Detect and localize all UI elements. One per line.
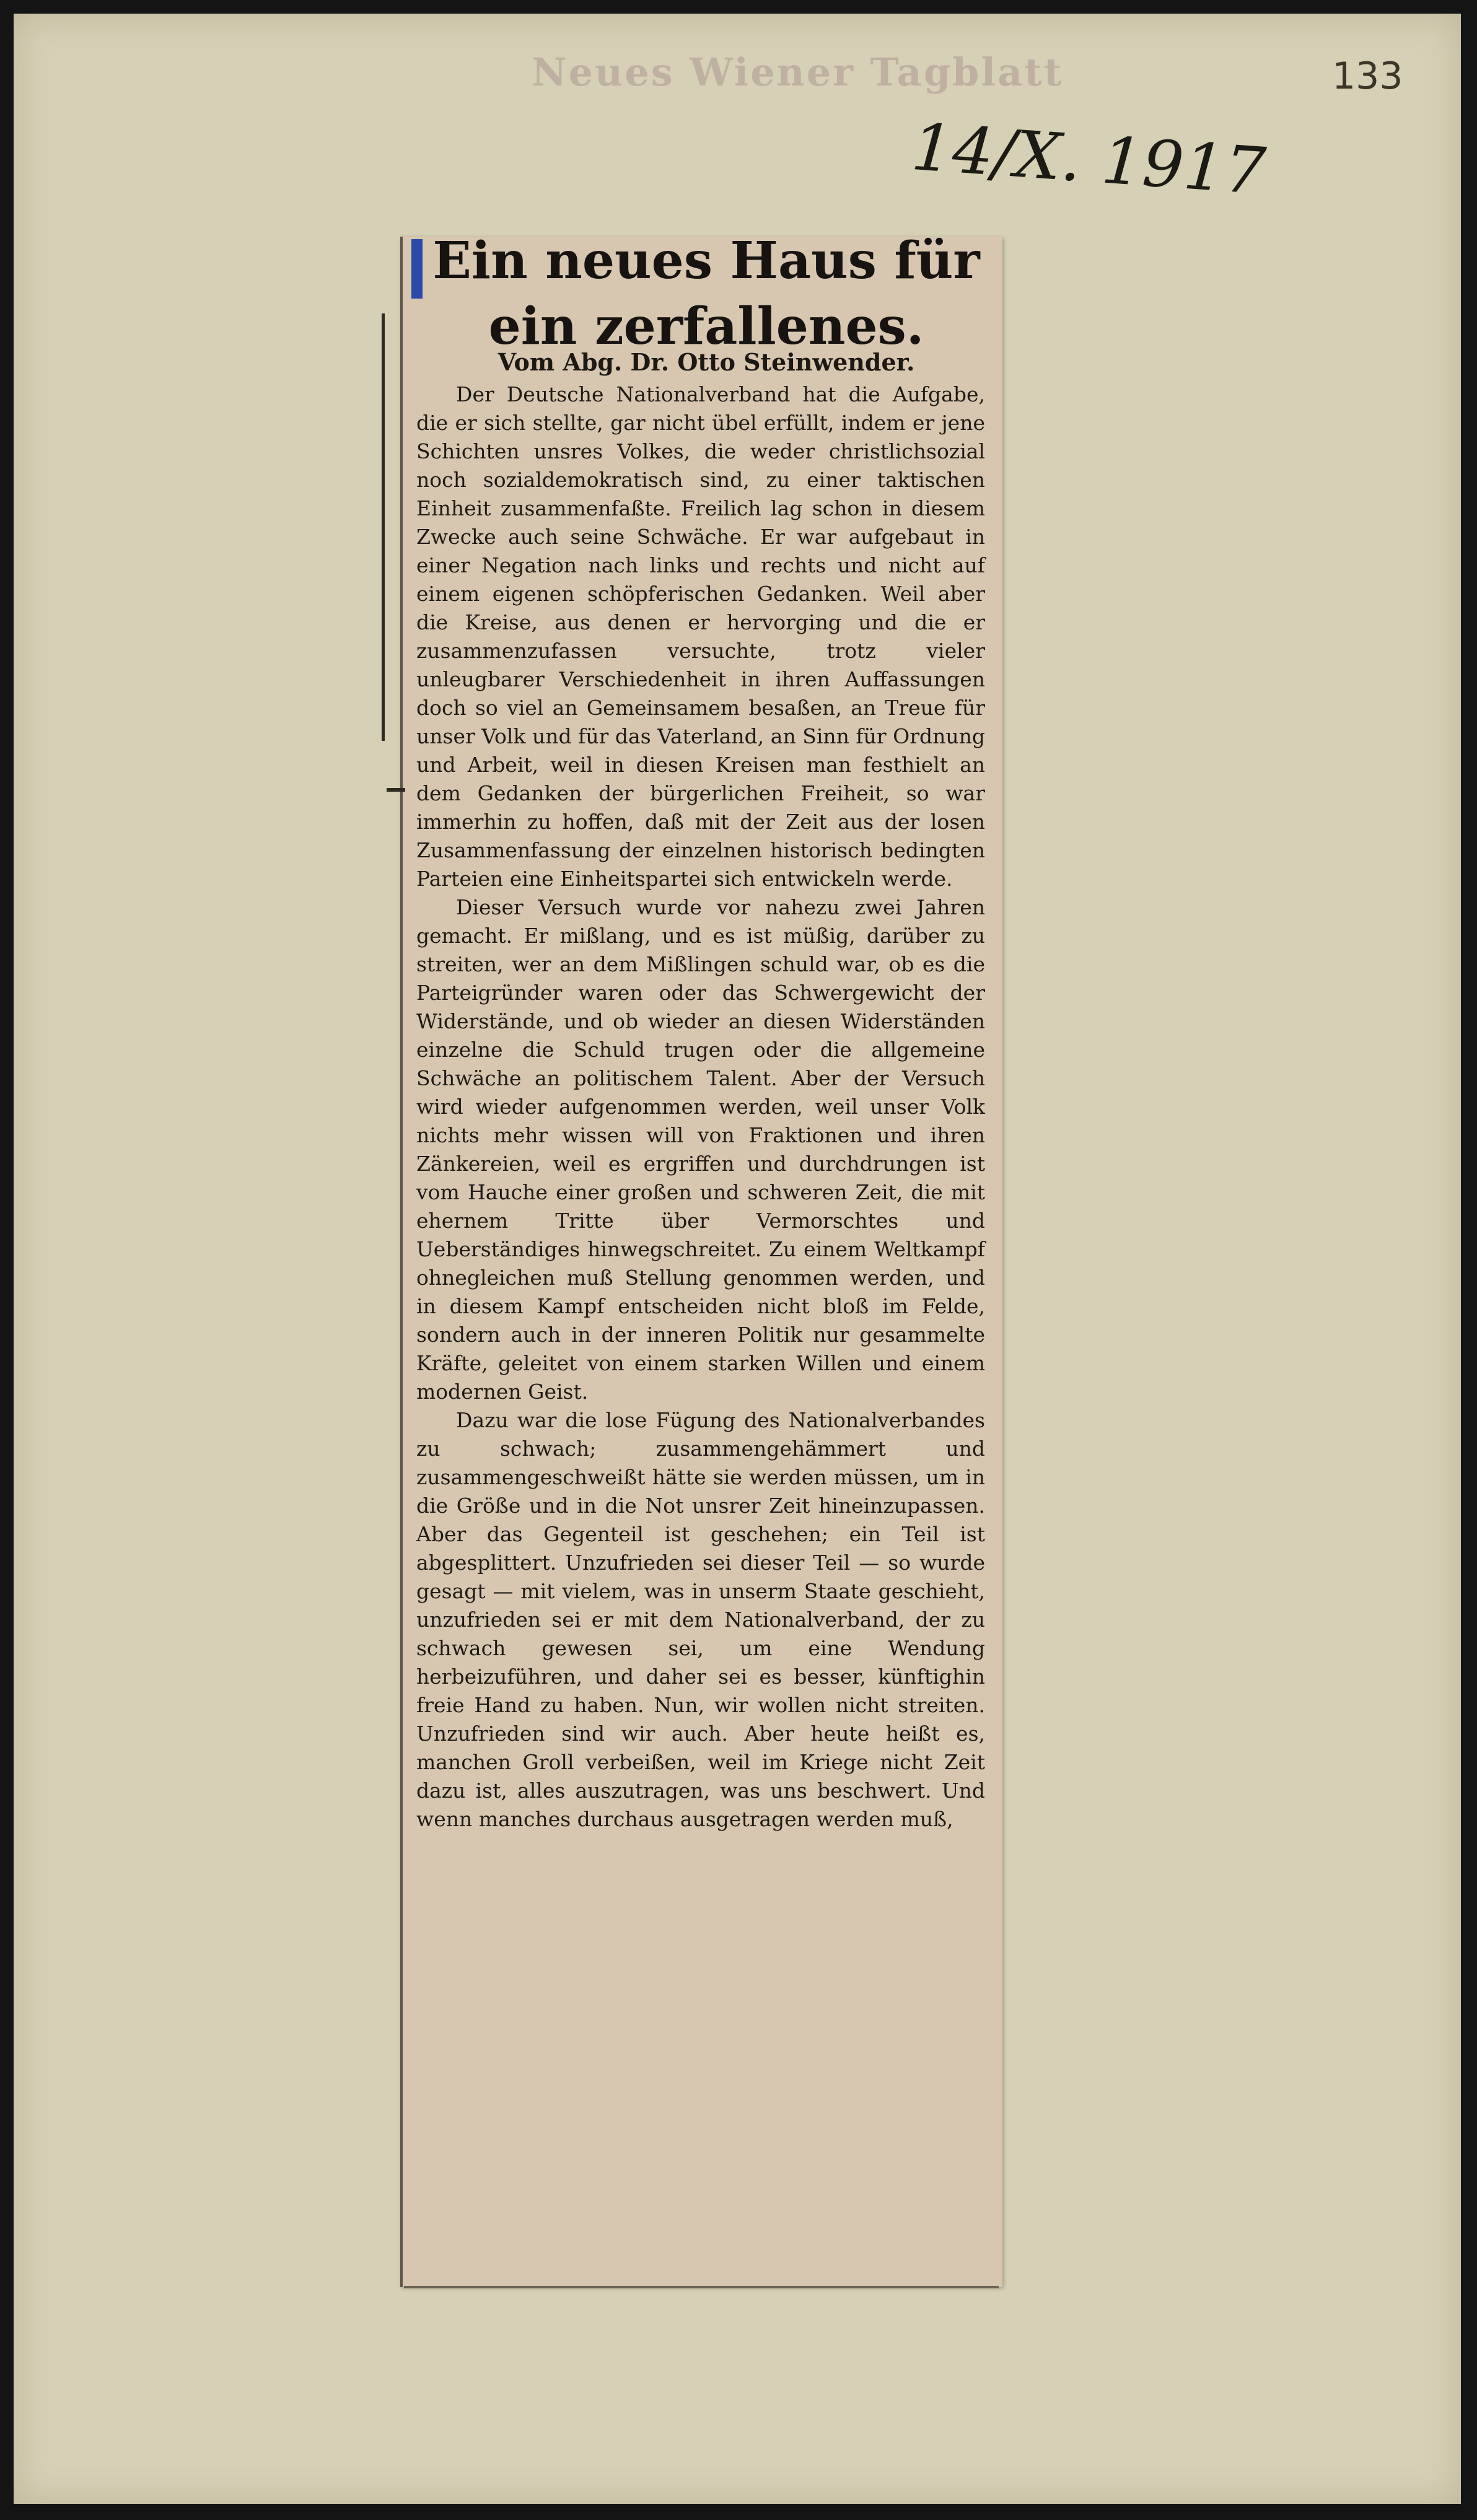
article-body (416, 380, 985, 1834)
newspaper-stamp: Neues Wiener Tagblatt (532, 50, 1064, 95)
article-paragraph: Dazu war die lose Fügung des Nationalverbandes zu schwach; zusammengehämmert und zusammengeschweißt hätte sie werden müssen, um in die Größe und in die Not unsrer Zeit hineinzupassen. Aber das Gegenteil ist geschehen; ein Teil ist abgesplittert. Unzufrieden sei dieser Teil — so wurde gesagt — mit vielem, was in unserm Staate geschieht, unzufrieden sei er mit dem Nationalverband, der zu schwach gewesen sei, um eine Wendung herbeizuführen, und daher sei es besser, künftighin freie Hand zu haben. Nun, wir wollen nicht streiten. Unzufrieden sind wir auch. Aber heute heißt es, manchen Groll verbeißen, weil im Kriege nicht Zeit dazu ist, alles auszutragen, was uns beschwert. Und wenn manches durchaus ausgetragen werden muß, (416, 1408, 985, 1831)
article-byline: Vom Abg. Dr. Otto Steinwender. (497, 348, 915, 376)
margin-tick (387, 788, 405, 792)
article-paragraph: Dieser Versuch wurde vor nahezu zwei Jahren gemacht. Er mißlang, und es ist müßig, darüber zu streiten, wer an dem Mißlingen schuld war, ob es die Parteigründer waren oder das Schwergewicht der Widerstände, und ob wieder an diesen Widerständen einzelne die Schuld trugen oder die allgemeine Schwäche an politischem Talent. Aber der Versuch wird wieder aufgenommen werden, weil unser Volk nichts mehr wissen will von Fraktionen und ihren Zänkereien, weil es ergriffen und durchdrungen ist vom Hauche einer großen und schweren Zeit, die mit ehernem Tritte über Vermorschtes und Ueberständiges hinwegschreitet. Zu einem Weltkampf ohnegleichen muß Stellung genommen werden, und in diesem Kampf entscheiden nicht bloß im Felde, sondern auch in der inneren Politik nur gesammelte Kräfte, geleitet von einem starken Willen und einem modernen Geist. (416, 895, 985, 1404)
article-headline: Ein neues Haus für ein zerfallenes. (432, 231, 980, 356)
margin-rule (382, 313, 385, 741)
clipping-bottom-edge (404, 2286, 999, 2288)
handwritten-date: 14/X. 1917 (909, 109, 1268, 209)
folio-number: 133 (1332, 55, 1403, 98)
article-paragraph: Der Deutsche Nationalverband hat die Aufgabe, die er sich stellte, gar nicht übel erfüllt, indem er jene Schichten unsres Volkes, die weder christlichsozial noch sozialdemokratisch sind, zu einer taktischen Einheit zusammenfaßte. Freilich lag schon in diesem Zwecke auch seine Schwäche. Er war aufgebaut in einer Negation nach links und rechts und nicht auf einem eigenen schöpferischen Gedanken. Weil aber die Kreise, aus denen er hervorging und die er zusammenzufassen versuchte, trotz vieler unleugbarer Verschiedenheit in ihren Auffassungen doch so viel an Gemeinsamem besaßen, an Treue für unser Volk und für das Vaterland, an Sinn für Ordnung und Arbeit, weil in diesen Kreisen man festhielt an dem Gedanken der bürgerlichen Freiheit, so war immerhin zu hoffen, daß mit der Zeit aus der losen Zusammenfassung der einzelnen historisch bedingten Parteien eine Einheitspartei sich entwickeln werde. (416, 382, 985, 891)
